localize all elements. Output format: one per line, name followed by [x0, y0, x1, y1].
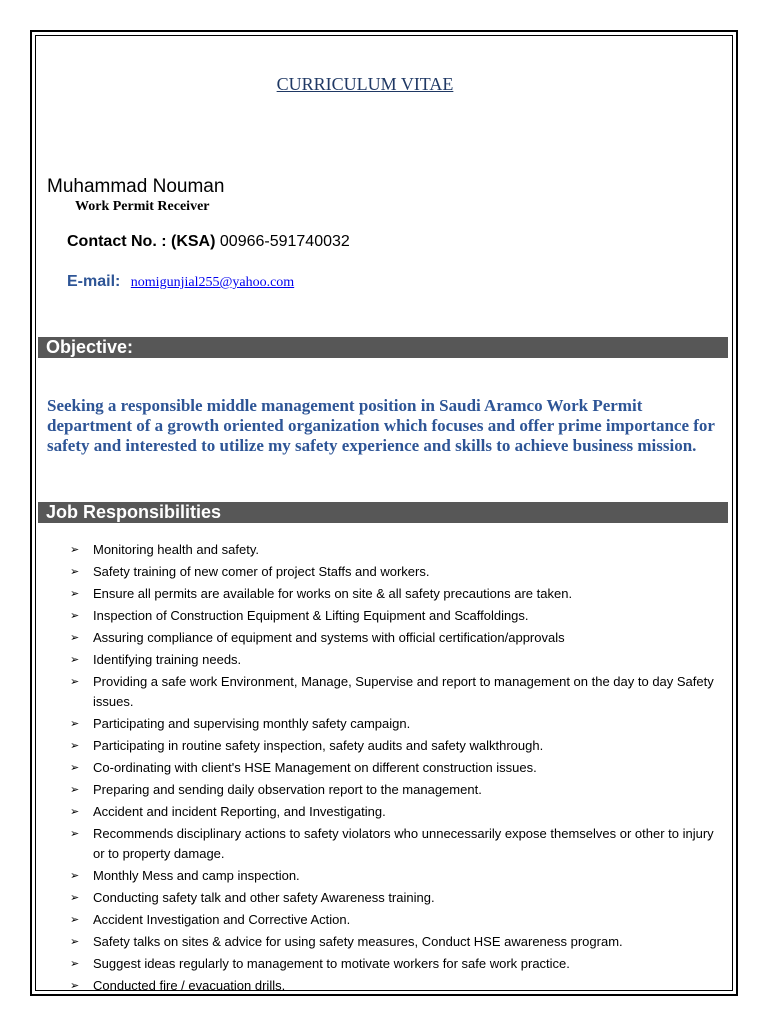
responsibility-text: Conducting safety talk and other safety Awareness training.	[93, 890, 435, 905]
arrow-bullet-icon: ➢	[70, 610, 80, 622]
objective-heading: Objective:	[38, 337, 728, 358]
arrow-bullet-icon: ➢	[70, 588, 80, 600]
responsibility-item	[70, 866, 720, 886]
responsibility-text: Monitoring health and safety.	[93, 542, 259, 557]
email-line	[67, 273, 294, 291]
responsibility-text: Accident and incident Reporting, and Investigating.	[93, 804, 386, 819]
contact-label: Contact No. : (KSA)	[67, 233, 216, 250]
responsibility-text: Monthly Mess and camp inspection.	[93, 868, 300, 883]
responsibility-item	[70, 888, 720, 908]
responsibility-text: Preparing and sending daily observation report to the management.	[93, 782, 482, 797]
responsibility-item	[70, 562, 720, 582]
arrow-bullet-icon: ➢	[70, 828, 80, 840]
responsibilities-list	[70, 540, 720, 998]
arrow-bullet-icon: ➢	[70, 676, 80, 688]
arrow-bullet-icon: ➢	[70, 914, 80, 926]
arrow-bullet-icon: ➢	[70, 566, 80, 578]
responsibility-item	[70, 672, 720, 712]
contact-number: 00966-591740032	[219, 233, 350, 250]
responsibility-text: Participating in routine safety inspection, safety audits and safety walkthrough.	[93, 738, 544, 753]
arrow-bullet-icon: ➢	[70, 958, 80, 970]
arrow-bullet-icon: ➢	[70, 762, 80, 774]
responsibility-text: Inspection of Construction Equipment & Lifting Equipment and Scaffoldings.	[93, 608, 529, 623]
arrow-bullet-icon: ➢	[70, 740, 80, 752]
responsibility-item	[70, 910, 720, 930]
responsibility-item	[70, 650, 720, 670]
candidate-name: Muhammad Nouman	[47, 176, 225, 197]
arrow-bullet-icon: ➢	[70, 892, 80, 904]
responsibility-item	[70, 758, 720, 778]
arrow-bullet-icon: ➢	[70, 806, 80, 818]
responsibility-text: Safety talks on sites & advice for using safety measures, Conduct HSE awareness program.	[93, 934, 623, 949]
document-title: CURRICULUM VITAE	[276, 74, 454, 94]
responsibility-text: Conducted fire / evacuation drills.	[93, 978, 286, 993]
arrow-bullet-icon: ➢	[70, 870, 80, 882]
responsibility-item	[70, 802, 720, 822]
responsibility-text: Safety training of new comer of project Staffs and workers.	[93, 564, 430, 579]
responsibility-text: Participating and supervising monthly safety campaign.	[93, 716, 411, 731]
responsibility-text: Assuring compliance of equipment and systems with official certification/approvals	[93, 630, 565, 645]
responsibility-item	[70, 628, 720, 648]
responsibility-item	[70, 824, 720, 864]
responsibility-text: Identifying training needs.	[93, 652, 242, 667]
arrow-bullet-icon: ➢	[70, 784, 80, 796]
responsibility-item	[70, 780, 720, 800]
arrow-bullet-icon: ➢	[70, 544, 80, 556]
arrow-bullet-icon: ➢	[70, 654, 80, 666]
responsibility-text: Accident Investigation and Corrective Action.	[93, 912, 351, 927]
email-link[interactable]: nomigunjial255@yahoo.com	[130, 275, 295, 290]
responsibility-item	[70, 736, 720, 756]
responsibility-item	[70, 606, 720, 626]
responsibility-text: Co-ordinating with client's HSE Management on different construction issues.	[93, 760, 537, 775]
responsibilities-heading: Job Responsibilities	[38, 502, 728, 523]
email-label: E-mail:	[67, 273, 121, 290]
responsibility-item	[70, 584, 720, 604]
arrow-bullet-icon: ➢	[70, 718, 80, 730]
responsibility-item	[70, 954, 720, 974]
objective-text: Seeking a responsible middle management position in Saudi Aramco Work Permit department of a growth oriented organization which focuses and offer prime importance for safety and interested to utilize my safety experience and skills to achieve business mission.	[47, 396, 715, 455]
arrow-bullet-icon: ➢	[70, 936, 80, 948]
responsibility-item	[70, 932, 720, 952]
contact-line	[67, 233, 350, 251]
responsibility-item	[70, 540, 720, 560]
arrow-bullet-icon: ➢	[70, 980, 80, 992]
responsibility-text: Ensure all permits are available for works on site & all safety precautions are taken.	[93, 586, 573, 601]
arrow-bullet-icon: ➢	[70, 632, 80, 644]
responsibility-text: Suggest ideas regularly to management to motivate workers for safe work practice.	[93, 956, 570, 971]
responsibility-text: Providing a safe work Environment, Manage, Supervise and report to management on the day to day Safety issues.	[93, 674, 714, 709]
responsibility-item	[70, 976, 720, 996]
candidate-role: Work Permit Receiver	[75, 199, 210, 214]
responsibility-item	[70, 714, 720, 734]
responsibility-text: Recommends disciplinary actions to safety violators who unnecessarily expose themselves or other to injury or to property damage.	[93, 826, 714, 861]
